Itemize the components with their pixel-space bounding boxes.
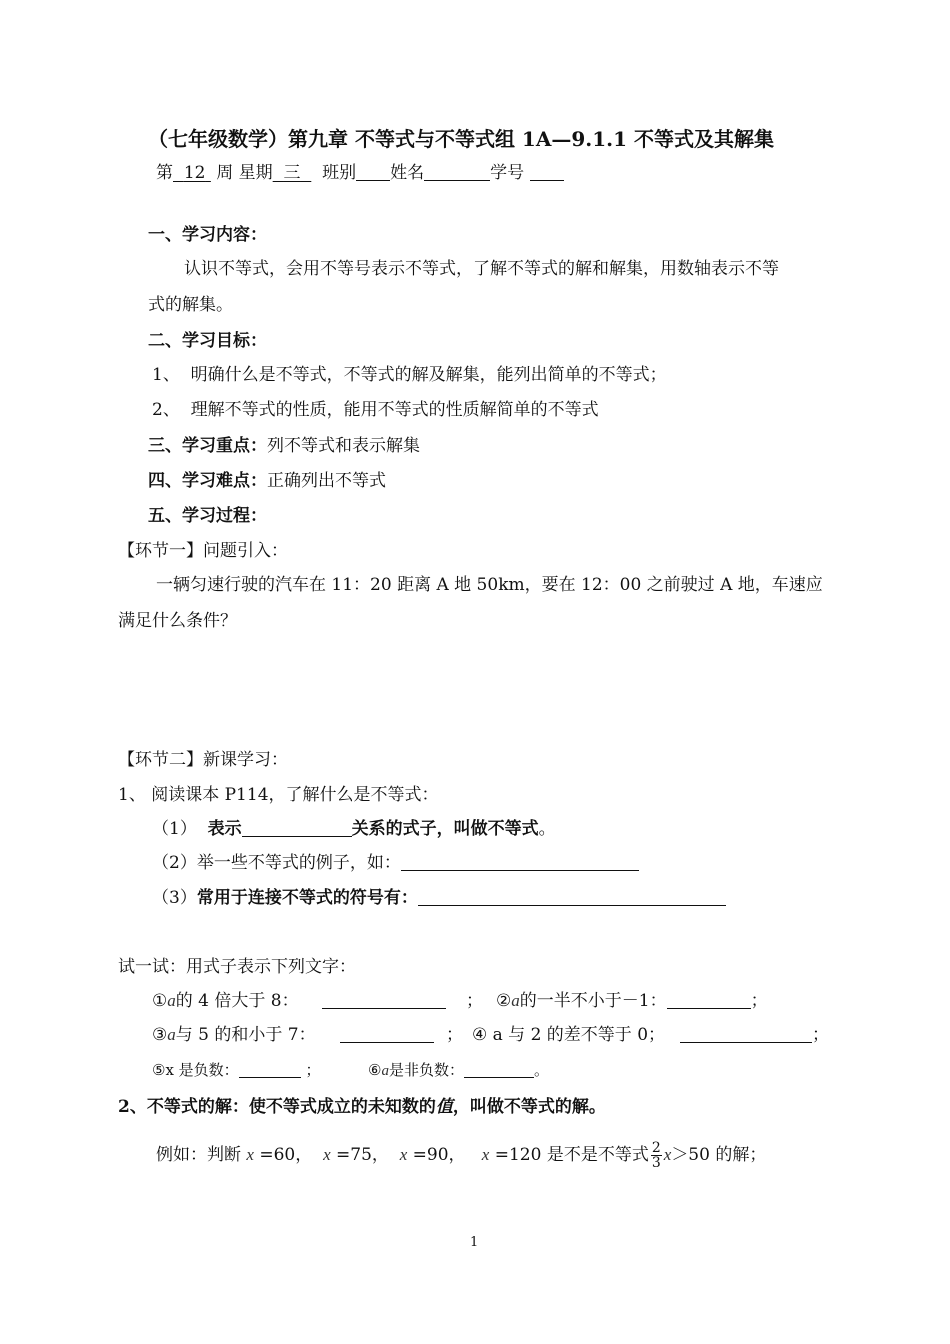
q2-text: （2）举一些不等式的例子，如： — [152, 853, 401, 873]
t1-marker: ① — [152, 991, 168, 1011]
t2-text: 的一半不小于－1： — [519, 991, 667, 1011]
t3-marker: ③ — [152, 1025, 168, 1045]
weekday-text: 三 — [283, 163, 301, 183]
example-value-4: =120 是不是不等式 — [494, 1145, 649, 1165]
t3-variable: a — [167, 1025, 176, 1044]
q1-end: 。 — [538, 819, 556, 839]
focus-heading: 三、学习重点： — [148, 436, 267, 456]
try-item-6 — [368, 1059, 549, 1082]
try-item-4-answer — [680, 1024, 829, 1046]
t6-end: 。 — [533, 1061, 549, 1079]
item2-emphasis: 值 — [435, 1097, 453, 1117]
q1-blank[interactable] — [242, 819, 352, 837]
question-2 — [152, 852, 639, 874]
fraction — [651, 1141, 662, 1170]
q1-num: （1） — [152, 819, 197, 839]
example-x-1: x — [246, 1145, 254, 1164]
goal-2-num: 2、 — [152, 400, 180, 420]
try-item-5 — [152, 1059, 320, 1081]
difficulty-row — [148, 470, 386, 492]
example-x-2: x — [323, 1145, 331, 1164]
focus-row — [148, 435, 420, 457]
goals-heading: 二、学习目标： — [148, 331, 267, 351]
question-3 — [152, 887, 726, 909]
week-value — [173, 163, 211, 183]
t6-marker: ⑥ — [368, 1061, 382, 1079]
process-heading: 五、学习过程： — [148, 506, 267, 526]
item2-definition — [118, 1096, 606, 1118]
class-blank[interactable] — [356, 163, 390, 181]
t6-blank[interactable] — [464, 1060, 534, 1078]
t3-text: 与 5 的和小于 7： — [175, 1025, 316, 1045]
focus-text: 列不等式和表示解集 — [267, 436, 420, 456]
example-x-3: x — [399, 1145, 408, 1164]
fraction-denominator: 3 — [651, 1155, 661, 1171]
q3-num: （3） — [152, 888, 197, 908]
item1-heading: 1、 阅读课本 P114，了解什么是不等式： — [118, 785, 439, 805]
week-suffix: 周 星期 — [216, 163, 273, 183]
week-prefix: 第 — [156, 163, 173, 183]
goal-1-text: 明确什么是不等式，不等式的解及解集，能列出简单的不等式； — [190, 365, 667, 385]
try-item-3 — [152, 1024, 316, 1046]
example-value-3: =90， — [412, 1145, 466, 1165]
stage1-heading: 【环节一】问题引入： — [118, 541, 288, 561]
fraction-numerator: 2 — [651, 1140, 661, 1156]
t6-text: 是非负数： — [388, 1061, 464, 1079]
t4-end: ； — [812, 1025, 829, 1045]
t1-variable: a — [167, 991, 176, 1010]
item2-text-b: ，叫做不等式的解。 — [452, 1097, 606, 1117]
q3-blank[interactable] — [418, 888, 726, 906]
example-value-1: =60， — [259, 1145, 313, 1165]
name-blank[interactable] — [424, 163, 490, 181]
t5-end: ； — [305, 1061, 321, 1079]
example-value-2: =75， — [336, 1145, 389, 1165]
try-item-1 — [152, 990, 299, 1012]
week-number: 12 — [183, 163, 206, 183]
name-label: 姓名 — [390, 163, 425, 183]
item2-text-a: 2、不等式的解：使不等式成立的未知数的 — [118, 1097, 436, 1117]
t5-text: ⑤x 是负数： — [152, 1061, 239, 1079]
q3-text: 常用于连接不等式的符号有： — [196, 888, 418, 908]
goal-2-text: 理解不等式的性质，能用不等式的性质解简单的不等式 — [190, 400, 599, 420]
t4-blank[interactable] — [680, 1025, 812, 1043]
difficulty-heading: 四、学习难点： — [148, 471, 267, 491]
example-prefix: 例如：判断 — [156, 1145, 241, 1165]
t2-end: ； — [750, 991, 768, 1011]
try-item-4: ④ a 与 2 的差不等于 0； — [472, 1025, 666, 1045]
question-1 — [152, 818, 556, 840]
id-blank[interactable] — [530, 163, 564, 181]
t1-end: ； — [466, 991, 483, 1011]
content-heading: 一、学习内容： — [148, 225, 267, 245]
t2-variable: a — [511, 991, 520, 1010]
try-heading: 试一试：用式子表示下列文字： — [118, 957, 356, 977]
example-inequality: ＞50 的解； — [671, 1145, 767, 1165]
stage1-text-line2: 满足什么条件？ — [118, 611, 237, 631]
content-text-line2: 式的解集。 — [148, 295, 233, 315]
t2-blank[interactable] — [667, 991, 751, 1009]
t1-blank[interactable] — [322, 991, 446, 1009]
page-number: 1 — [470, 1235, 479, 1250]
goal-1 — [152, 364, 667, 386]
example-row — [156, 1140, 766, 1170]
id-label: 学号 — [490, 163, 525, 183]
stage1-text-line1: 一辆匀速行驶的汽车在 11：20 距离 A 地 50km，要在 12：00 之前驶过 A 地，车速应 — [156, 575, 823, 595]
t1-text: 的 4 倍大于 8： — [175, 991, 299, 1011]
t3-end: ； — [446, 1025, 463, 1045]
t5-blank[interactable] — [239, 1060, 301, 1078]
example-x-5: x — [663, 1145, 672, 1164]
q2-blank[interactable] — [401, 853, 639, 871]
content-text-line1: 认识不等式，会用不等号表示不等式，了解不等式的解和解集，用数轴表示不等 — [184, 259, 779, 279]
info-row — [156, 162, 564, 184]
example-x-4: x — [481, 1145, 490, 1164]
try-item-1-answer — [322, 990, 446, 1012]
goal-2 — [152, 399, 599, 421]
q1-text-b: 关系的式子，叫做不等式 — [351, 819, 539, 839]
try-item-2 — [496, 990, 768, 1012]
stage2-heading: 【环节二】新课学习： — [118, 750, 288, 770]
difficulty-text: 正确列出不等式 — [267, 471, 386, 491]
try-item-3-answer — [340, 1024, 434, 1046]
t6-variable: a — [381, 1063, 389, 1079]
page-title: （七年级数学）第九章 不等式与不等式组 1A—9.1.1 不等式及其解集 — [148, 127, 774, 151]
t3-blank[interactable] — [340, 1025, 434, 1043]
goal-1-num: 1、 — [152, 365, 180, 385]
weekday-value — [273, 163, 312, 183]
q1-text-a: 表示 — [207, 819, 242, 839]
class-label: 班别 — [322, 163, 357, 183]
t2-marker: ② — [496, 991, 512, 1011]
